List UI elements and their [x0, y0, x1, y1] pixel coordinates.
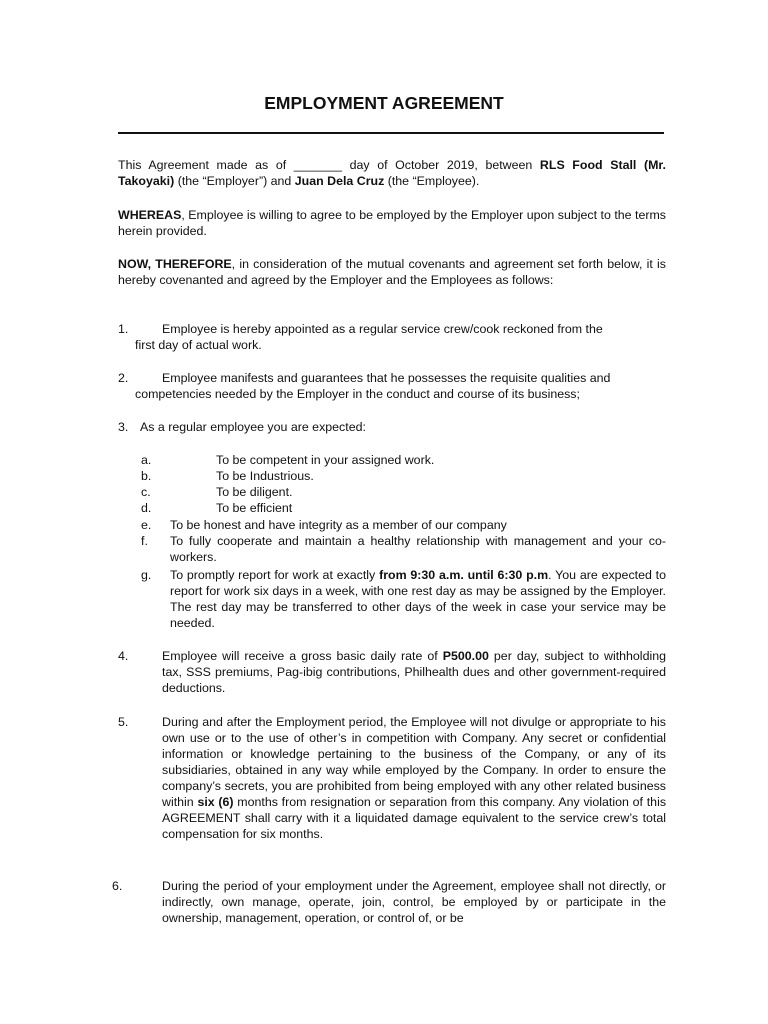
expectation-f-text: To fully cooperate and maintain a healthy relationship with management and your co-workers. [170, 534, 666, 564]
intro-text-2: (the “Employer”) and [174, 174, 295, 188]
expectation-b-text: To be Industrious. [216, 469, 314, 483]
expectation-a-text: To be competent in your assigned work. [216, 453, 435, 467]
item-5-text [162, 714, 666, 842]
intro-paragraph [118, 157, 666, 189]
item-2-text-first: Employee manifests and guarantees that he possesses the requisite qualities and [162, 371, 611, 385]
expectation-g-text-2: . You are expected to report for work six days in a week, with one rest day as may be assigned by the Employer. The rest day may be transferred to other days of the week in case your service may be needed. [170, 568, 666, 630]
item-4-text-1: Employee will receive a gross basic daily rate of [162, 649, 443, 663]
work-hours: from 9:30 a.m. until 6:30 p.m [379, 568, 549, 582]
expectation-g-text-1: To promptly report for work at exactly [170, 568, 380, 582]
intro-text-3: (the “Employee). [384, 174, 480, 188]
whereas-text: , Employee is willing to agree to be employed by the Employer upon subject to the terms herein provided. [118, 208, 666, 238]
expectation-e-text: To be honest and have integrity as a member of our company [170, 518, 507, 532]
item-3-number: 3. [118, 420, 129, 434]
expectation-f-letter: f. [141, 534, 148, 548]
non-compete-period: six (6) [197, 795, 234, 809]
item-1-text-first: Employee is hereby appointed as a regular service crew/cook reckoned from the [162, 322, 603, 336]
employee-name: Juan Dela Cruz [294, 174, 385, 188]
employer-name: RLS Food Stall (Mr. Takoyaki) [118, 158, 666, 188]
item-3-text: As a regular employee you are expected: [140, 420, 366, 434]
item-5-number: 5. [118, 715, 129, 729]
expectation-c-letter: c. [141, 485, 151, 499]
expectation-e-letter: e. [141, 518, 152, 532]
item-4-number: 4. [118, 649, 129, 663]
item-5-text-1: During and after the Employment period, the Employee will not divulge or appropriate to his own use or to the use of other’s in competition with Company. Any secret or confidential information or knowledge pertaining to the business of the Company, or any of its subsidiaries, obtained in any way while employed by the Company. In order to ensure the company’s secrets, you are prohibited from being employed with any other related business within [162, 715, 666, 809]
now-therefore-paragraph [118, 256, 666, 288]
document-title: EMPLOYMENT AGREEMENT [264, 93, 504, 113]
expectation-g-letter: g. [141, 568, 152, 582]
item-1-text-rest: first day of actual work. [135, 338, 262, 352]
intro-text-1: This Agreement made as of _______ day of October 2019, between [118, 158, 540, 172]
now-therefore-text: , in consideration of the mutual covenants and agreement set forth below, it is hereby covenanted and agreed by the Employer and the Employees as follows: [118, 257, 666, 287]
whereas-paragraph [118, 207, 666, 239]
item-2-text-rest: competencies needed by the Employer in the conduct and course of its business; [135, 387, 580, 401]
whereas-lead: WHEREAS [118, 208, 182, 222]
now-therefore-lead: NOW, THEREFORE [118, 257, 232, 271]
item-4-text [162, 648, 666, 696]
daily-rate: P500.00 [442, 649, 489, 663]
expectation-a-letter: a. [141, 453, 152, 467]
item-6-number: 6. [112, 879, 123, 893]
expectation-g-text [170, 567, 666, 631]
item-1-number: 1. [118, 322, 129, 336]
item-6-text: During the period of your employment under the Agreement, employee shall not directly, or indirectly, own manage, operate, join, control, be employed by or participate in the ownership, management, operation, or control of, or be [162, 879, 666, 925]
item-5-text-2: months from resignation or separation from this company. Any violation of this AGREEMENT shall carry with it a liquidated damage equivalent to the service crew’s total compensation for six months. [162, 795, 667, 841]
item-4-text-2: per day, subject to withholding tax, SSS premiums, Pag-ibig contributions, Philhealth dues and other government-required deductions. [162, 649, 666, 695]
expectation-d-text: To be efficient [216, 501, 293, 515]
title-underline [118, 132, 664, 134]
expectation-c-text: To be diligent. [216, 485, 293, 499]
expectation-d-letter: d. [141, 501, 152, 515]
item-2-number: 2. [118, 371, 129, 385]
expectation-b-letter: b. [141, 469, 152, 483]
